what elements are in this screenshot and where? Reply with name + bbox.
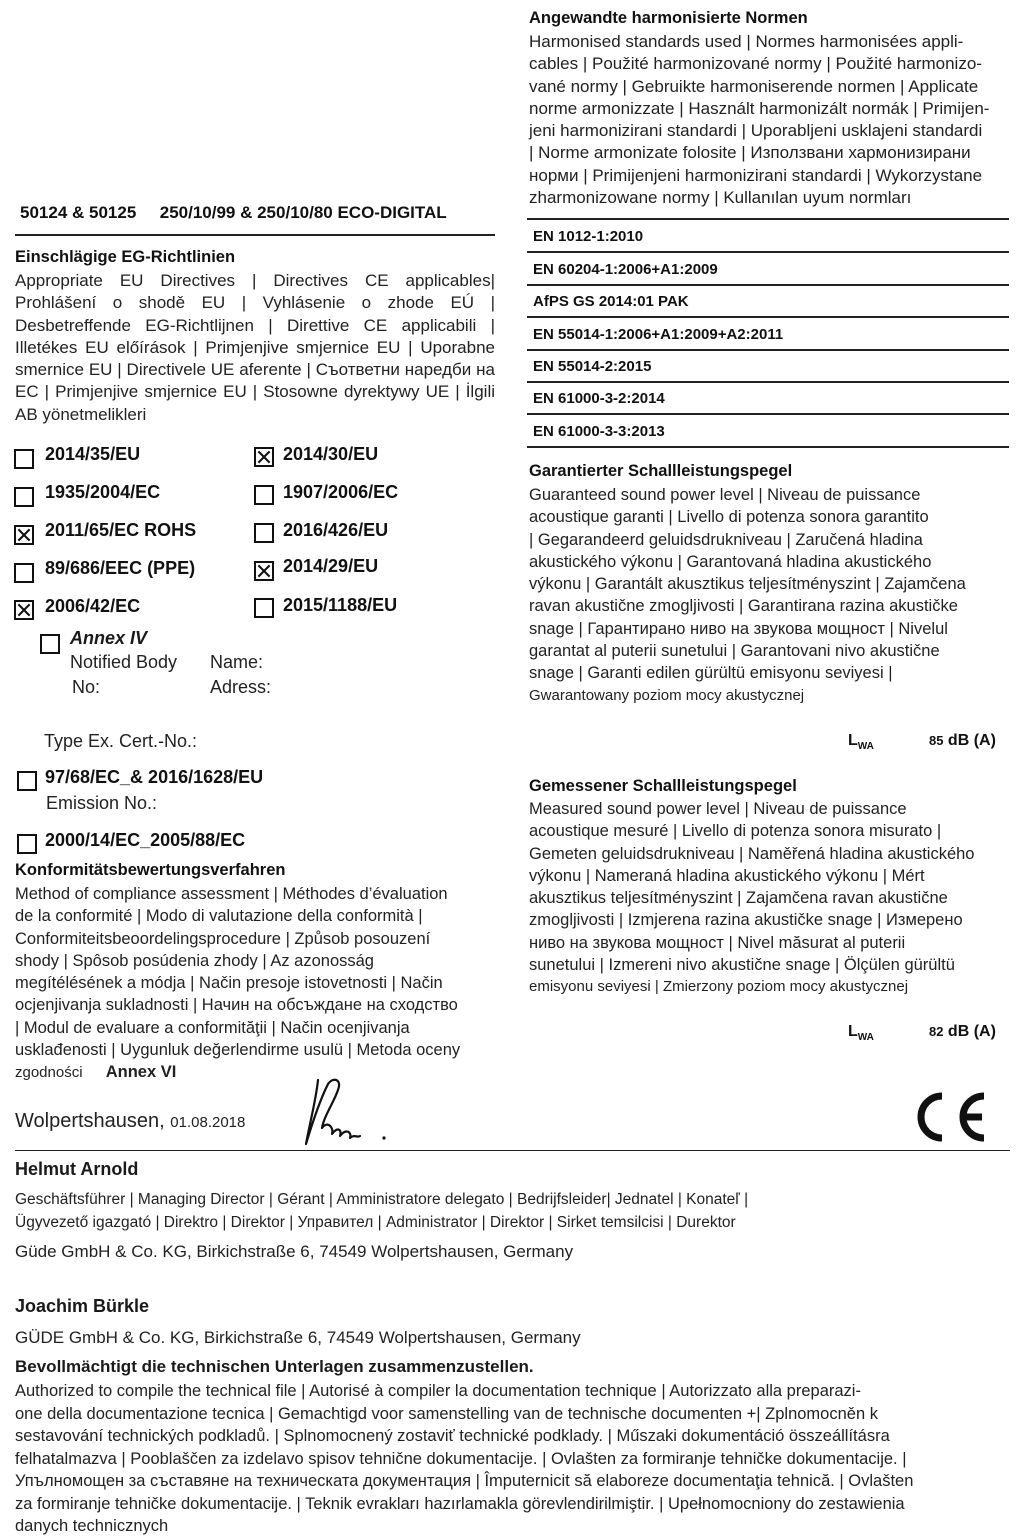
guaranteed-number: 85 bbox=[929, 733, 944, 748]
conformity-line: Conformiteitsbeoordelingsprocedure | Způsob posouzení bbox=[15, 929, 431, 948]
standards-line: Harmonised standards used | Normes harmonisées appli- bbox=[529, 32, 964, 51]
signature-image bbox=[298, 1072, 398, 1152]
directives-line: Illetékes EU előírások | Primjenjive smjernice EU | Uporabne bbox=[15, 337, 495, 357]
guaranteed-title: Garantierter Schallleistungspegel bbox=[529, 462, 793, 480]
directive-checkbox[interactable] bbox=[14, 487, 34, 507]
conformity-line: usklađenosti | Uygunluk değerlendirme usulü | Metoda oceny bbox=[15, 1041, 461, 1060]
standards-line: норми | Primijenjeni harmonizirani standardi | Wykorzystane bbox=[529, 165, 983, 185]
authorization-line: Упълномощен за съставяне на техническата документация | Împuternicit să elaboreze documentaţia tehnică. | Ovlašten bbox=[15, 1472, 914, 1490]
standards-text bbox=[529, 31, 1014, 209]
standard-item: AfPS GS 2014:01 PAK bbox=[533, 293, 689, 310]
standards-title: Angewandte harmonisierte Normen bbox=[529, 9, 808, 27]
signer2-name: Joachim Bürkle bbox=[15, 1296, 150, 1316]
measured-line: výkonu | Nameraná hladina akustického výkonu | Mért bbox=[529, 866, 925, 885]
signer2-address: GÜDE GmbH & Co. KG, Birkichstraße 6, 74549 Wolpertshausen, Germany bbox=[15, 1328, 581, 1347]
divider bbox=[527, 446, 1009, 448]
product-ids: 50124 & 50125 bbox=[20, 203, 137, 222]
standard-item: EN 61000-3-2:2014 bbox=[533, 390, 665, 407]
directives-line: AB yönetmelikleri bbox=[15, 404, 147, 424]
conformity-line: shody | Spôsob posúdenia zhody | Az azonosság bbox=[15, 951, 374, 970]
guaranteed-line: Gwarantowany poziom mocy akustycznej bbox=[529, 686, 805, 704]
conformity-line: | Modul de evaluare a conformităţii | Način ocenjivanja bbox=[15, 1018, 410, 1037]
signature-rule bbox=[15, 1150, 1010, 1151]
measured-lwa bbox=[848, 1023, 874, 1043]
directive-checkbox[interactable] bbox=[254, 485, 274, 505]
notified-body-label: Notified Body bbox=[70, 652, 178, 672]
directives-title: Einschlägige EG-Richtlinien bbox=[15, 248, 236, 266]
directive-label: 2011/65/EC ROHS bbox=[45, 520, 197, 540]
directive-label: 2006/42/EC bbox=[45, 596, 141, 616]
divider bbox=[527, 316, 1009, 318]
directives-line: Appropriate EU Directives | Directives CE applicables| bbox=[15, 271, 495, 290]
directive-checkbox[interactable] bbox=[254, 523, 274, 543]
conformity-line-last bbox=[15, 1061, 495, 1084]
noise-checkbox[interactable] bbox=[17, 834, 37, 854]
measured-title: Gemessener Schallleistungspegel bbox=[529, 777, 797, 795]
standard-item: EN 55014-1:2006+A1:2009+A2:2011 bbox=[533, 326, 784, 343]
directive-label: 2016/426/EU bbox=[283, 520, 389, 540]
divider bbox=[527, 284, 1009, 286]
authorization-text bbox=[15, 1380, 1015, 1538]
directives-text bbox=[15, 270, 495, 426]
guaranteed-lwa bbox=[848, 732, 874, 752]
guaranteed-line: | Gegarandeerd geluidsdrukniveau | Zaručená hladina bbox=[529, 530, 923, 549]
check-mark-icon bbox=[16, 602, 32, 618]
check-mark-icon bbox=[16, 527, 32, 543]
authorization-line: za formiranje tehničke dokumentacije. | Teknik evrakları hazırlamakla görevlendirilmiştir. | Upełnomocniony do zestawienia bbox=[15, 1494, 905, 1513]
divider bbox=[527, 218, 1009, 220]
measured-line: zmogljivosti | Izmjerena razina akustičke snage | Измерено bbox=[529, 911, 963, 930]
product-header bbox=[20, 203, 447, 223]
signer1-role-line: Geschäftsführer | Managing Director | Gérant | Amministratore delegato | Bedrijfsleider| Jednatel | Konateľ | bbox=[15, 1191, 749, 1208]
guaranteed-line: acoustique garanti | Livello di potenza sonora garantito bbox=[529, 508, 929, 527]
standards-line: jeni harmonizirani standardi | Uporabljeni usklajeni standardi bbox=[529, 121, 983, 141]
place-date bbox=[15, 1110, 245, 1133]
divider bbox=[527, 349, 1009, 351]
directive-label: 2014/29/EU bbox=[283, 556, 379, 576]
signer1-role-line: Ügyvezető igazgató | Direktro | Direktor | Управител | Administrator | Direktor | Sirket temsilcisi | Durektor bbox=[15, 1213, 736, 1231]
guaranteed-line: ravan akustične zmogljivosti | Garantirana razina akustičke bbox=[529, 597, 958, 616]
conformity-line: Method of compliance assessment | Méthodes d’évaluation bbox=[15, 885, 448, 903]
guaranteed-line: výkonu | Garantált akusztikus teljesítményszint | Zajamčena bbox=[529, 575, 966, 594]
directive-label: 2014/30/EU bbox=[283, 444, 379, 464]
directive-label: 2014/35/EU bbox=[45, 444, 141, 464]
measured-number: 82 bbox=[929, 1024, 944, 1039]
emission-checkbox[interactable] bbox=[17, 771, 37, 791]
standards-line: zharmonizowane normy | Kullanılan uyum normları bbox=[529, 188, 912, 208]
lwa-symbol: L bbox=[848, 732, 858, 749]
directive-checkbox[interactable] bbox=[14, 600, 34, 620]
conformity-last-text: zgodności bbox=[15, 1064, 83, 1082]
guaranteed-unit: dB (A) bbox=[947, 732, 996, 749]
measured-line: ниво на звукова мощност | Nivel măsurat al puterii bbox=[529, 933, 906, 952]
noise-label: 2000/14/EC_2005/88/EC bbox=[45, 830, 246, 850]
type-ex-label: Type Ex. Cert.-No.: bbox=[44, 731, 198, 751]
authorization-line: danych technicznych bbox=[15, 1517, 169, 1535]
lwa-subscript: WA bbox=[857, 1032, 874, 1044]
authorization-title: Bevollmächtigt die technischen Unterlagen zusammenzustellen. bbox=[15, 1357, 534, 1376]
standards-line: | Norme armonizate folosite | Използвани хармонизирани bbox=[529, 143, 971, 163]
annex-iv-label: Annex IV bbox=[70, 628, 148, 648]
measured-line: akusztikus teljesítményszint | Zajamčena ravan akustične bbox=[529, 889, 948, 908]
guaranteed-line: akustického výkonu | Garantovaná hladina akustického bbox=[529, 552, 932, 571]
annex-iv-checkbox[interactable] bbox=[40, 634, 60, 654]
measured-unit: dB (A) bbox=[947, 1023, 996, 1040]
authorization-line: Authorized to compile the technical file | Autorisé à compiler la documentation technique | Autorizzato alla preparazi- bbox=[15, 1382, 861, 1400]
date: 01.08.2018 bbox=[170, 1114, 246, 1131]
guaranteed-line: snage | Гарантирано ниво на звукова мощност | Nivelul bbox=[529, 619, 948, 638]
measured-line: Measured sound power level | Niveau de puissance bbox=[529, 800, 907, 818]
conformity-line: ocjenjivanja sukladnosti | Начин на обсъждане на сходство bbox=[15, 996, 458, 1015]
place: Wolpertshausen, bbox=[15, 1110, 165, 1132]
product-model: 250/10/99 & 250/10/80 ECO-DIGITAL bbox=[159, 203, 447, 222]
lwa-subscript: WA bbox=[857, 741, 874, 753]
emission-label: 97/68/EC_& 2016/1628/EU bbox=[45, 767, 264, 787]
divider bbox=[527, 381, 1009, 383]
check-mark-icon bbox=[256, 449, 272, 465]
guaranteed-value bbox=[929, 732, 996, 750]
conformity-annex: Annex VI bbox=[105, 1063, 177, 1082]
conformity-line: de la conformité | Modo di valutazione della conformità | bbox=[15, 907, 423, 926]
directive-label: 89/686/EEC (PPE) bbox=[45, 558, 196, 578]
adress-label: Adress: bbox=[210, 677, 272, 697]
guaranteed-line: Guaranteed sound power level | Niveau de puissance bbox=[529, 486, 921, 504]
no-label: No: bbox=[72, 677, 101, 697]
guaranteed-line: snage | Garanti edilen gürültü emisyonu seviyesi | bbox=[529, 664, 893, 683]
directives-line: EC | Primjenjive smjernice EU | Stosowne dyrektywy UE | İlgili bbox=[15, 382, 495, 402]
standards-line: norme armonizzate | Használt harmonizált normák | Primijen- bbox=[529, 98, 990, 118]
measured-text bbox=[529, 798, 1014, 999]
divider bbox=[527, 413, 1009, 415]
measured-line: sunetului | Izmereni nivo akustične snage | Ölçülen gürültü bbox=[529, 956, 955, 975]
directive-label: 1907/2006/EC bbox=[283, 482, 399, 502]
divider bbox=[15, 234, 495, 236]
standard-item: EN 61000-3-3:2013 bbox=[533, 423, 665, 440]
standards-line: vané normy | Gebruikte harmoniserende normen | Applicate bbox=[529, 76, 979, 96]
standard-item: EN 1012-1:2010 bbox=[533, 228, 644, 245]
standard-item: EN 55014-2:2015 bbox=[533, 358, 652, 375]
authorization-line: sestavování technických podkladů. | Splnomocnený zostaviť technické podklady. | Műszaki dokumentáció összeállításra bbox=[15, 1427, 890, 1445]
directive-label: 1935/2004/EC bbox=[45, 482, 161, 502]
directive-checkbox[interactable] bbox=[14, 449, 34, 469]
directive-label: 2015/1188/EU bbox=[283, 595, 398, 615]
directive-checkbox[interactable] bbox=[254, 447, 274, 467]
directive-checkbox[interactable] bbox=[254, 598, 274, 618]
directive-checkbox[interactable] bbox=[254, 561, 274, 581]
conformity-line: megítélésének a módja | Način presoje istovetnosti | Način bbox=[15, 974, 443, 993]
emission-no-label: Emission No.: bbox=[46, 793, 158, 813]
measured-value bbox=[929, 1023, 996, 1041]
directive-checkbox[interactable] bbox=[14, 563, 34, 583]
signer1-address: Güde GmbH & Co. KG, Birkichstraße 6, 74549 Wolpertshausen, Germany bbox=[15, 1242, 574, 1261]
conformity-title: Konformitätsbewertungsverfahren bbox=[15, 861, 286, 879]
ce-mark-icon bbox=[908, 1090, 988, 1144]
signer1-role bbox=[15, 1189, 748, 1234]
name-label: Name: bbox=[210, 652, 264, 672]
signer1-name: Helmut Arnold bbox=[15, 1159, 139, 1179]
measured-line: acoustique mesuré | Livello di potenza sonora misurato | bbox=[529, 822, 942, 841]
conformity-text bbox=[15, 883, 495, 1085]
measured-line: Gemeten geluidsdrukniveau | Naměřená hladina akustického bbox=[529, 844, 975, 863]
lwa-symbol: L bbox=[848, 1023, 858, 1040]
guaranteed-text bbox=[529, 484, 1014, 707]
guaranteed-line: garantat al puterii sunetului | Garantovani nivo akustične bbox=[529, 642, 940, 661]
measured-line: emisyonu seviyesi | Zmierzony poziom mocy akustycznej bbox=[529, 978, 909, 996]
authorization-line: felhatalmazva | Pooblaščen za izdelavo spisov tehnične dokumentacije. | Ovlašten za formiranje tehničke dokumentacije. | bbox=[15, 1449, 907, 1468]
standards-line: cables | Použité harmonizované normy | Použité harmonizo- bbox=[529, 54, 982, 74]
divider bbox=[527, 251, 1009, 253]
directive-checkbox[interactable] bbox=[14, 525, 34, 545]
check-mark-icon bbox=[256, 563, 272, 579]
standard-item: EN 60204-1:2006+A1:2009 bbox=[533, 261, 718, 278]
directives-line: smernice EU | Directivele UE aferente | Съответни наредби на bbox=[15, 360, 495, 380]
authorization-line: one della documentazione tecnica | Gemachtigd voor samenstelling van de technische documenten +| Zplnomocněn k bbox=[15, 1404, 878, 1423]
directives-line: Prohlášení o shodě EU | Vyhlásenie o zhode EÚ | bbox=[15, 293, 495, 313]
directives-line: Desbetreffende EG-Richtlijnen | Direttive CE applicabili | bbox=[15, 315, 495, 335]
